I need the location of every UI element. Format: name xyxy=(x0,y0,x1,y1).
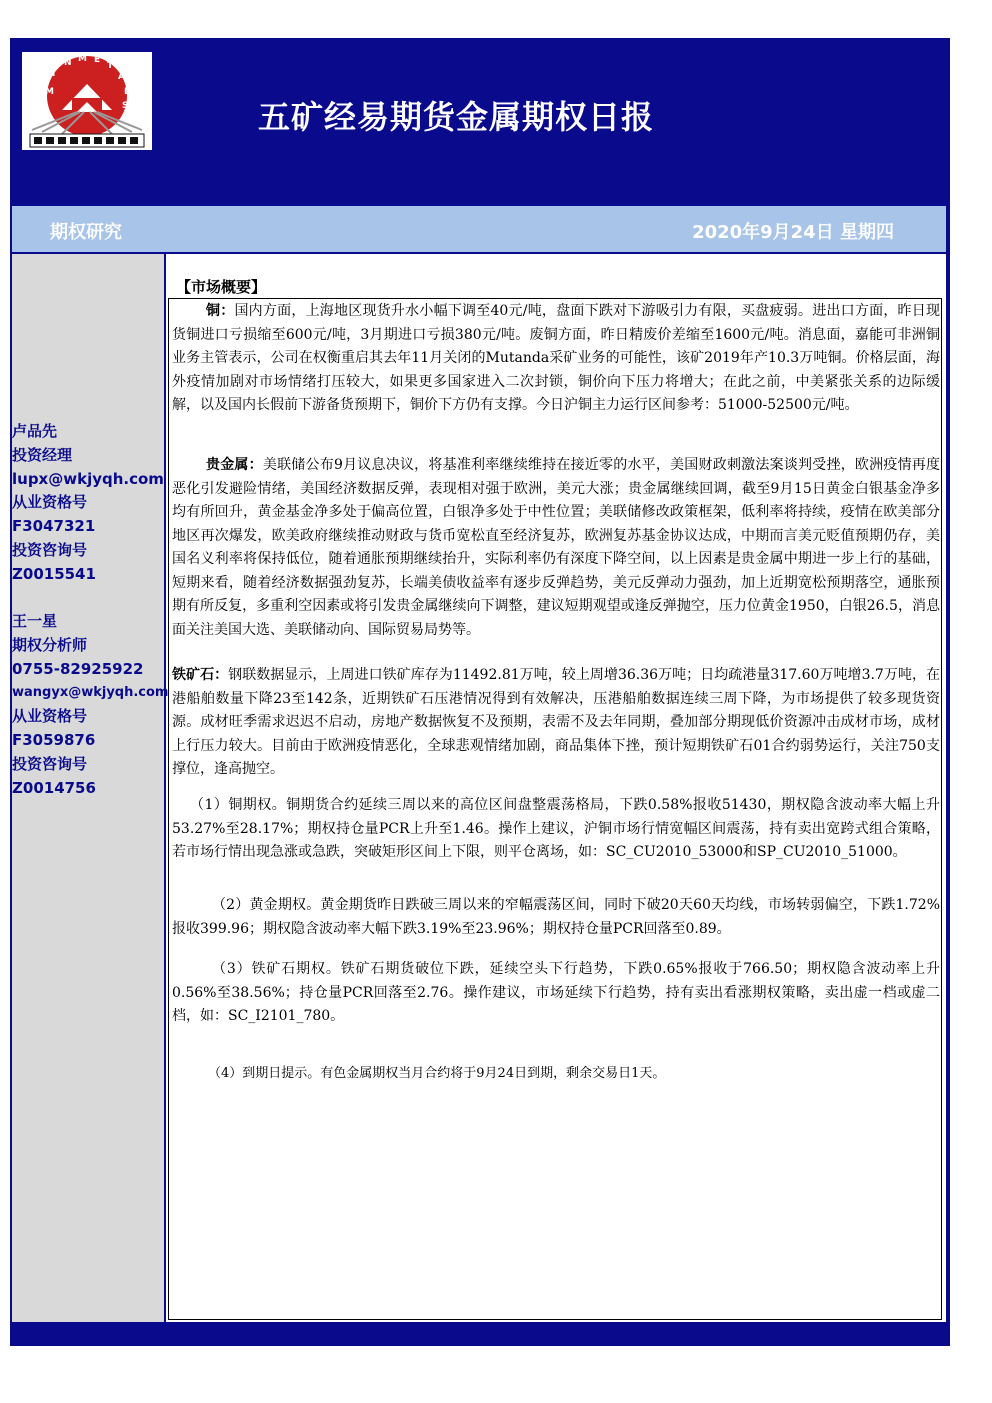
consulting-number: Z0015541 xyxy=(12,564,96,583)
sub-header-bar xyxy=(12,206,946,252)
svg-text:M: M xyxy=(78,54,87,64)
iron-ore-paragraph xyxy=(172,664,940,782)
analyst-email: lupx@wkjyqh.com xyxy=(12,469,164,488)
qualification-label: 从业资格号 xyxy=(12,707,88,726)
svg-text:I: I xyxy=(52,69,56,79)
report-title: 五矿经易期货金属期权日报 xyxy=(258,98,655,136)
svg-text:A: A xyxy=(118,72,125,82)
svg-text:N: N xyxy=(64,58,72,68)
contact-card-1 xyxy=(12,420,164,587)
copper-option-paragraph xyxy=(172,794,940,865)
market-overview-heading: 【市场概要】 xyxy=(176,278,267,296)
precious-metals-paragraph xyxy=(172,454,940,642)
contact-card-2 xyxy=(12,610,168,800)
minmetals-logo xyxy=(22,52,152,150)
copper-option-text: （1）铜期权。铜期货合约延续三周以来的高位区间盘整震荡格局，下跌0.58%报收51430，期权隐含波动率大幅上升53.27%至28.17%；期权持仓量PCR上升至1.46。操作上建议，沪铜市场行情宽幅区间震荡，持有卖出宽跨式组合策略，若市场行情出现急涨或急跌，突破矩形区间上下限，则平仓离场，如：SC_CU2010_53000和SP_CU2010_51000。 xyxy=(172,797,940,860)
analyst-role: 投资经理 xyxy=(12,445,73,464)
qualification-label: 从业资格号 xyxy=(12,493,88,512)
svg-text:L: L xyxy=(124,87,130,97)
svg-text:M: M xyxy=(45,87,54,97)
qualification-number: F3047321 xyxy=(12,517,96,536)
analyst-name: 王一星 xyxy=(12,612,58,630)
report-date: 2020年9月24日 星期四 xyxy=(692,222,894,243)
svg-text:T: T xyxy=(107,61,114,71)
copper-label: 铜： xyxy=(206,303,235,319)
iron-option-paragraph xyxy=(172,958,940,1029)
analyst-phone: 0755-82925922 xyxy=(12,659,144,678)
consulting-number: Z0014756 xyxy=(12,778,96,797)
precious-label: 贵金属： xyxy=(206,457,263,473)
consulting-label: 投资咨询号 xyxy=(12,754,88,773)
analyst-role: 期权分析师 xyxy=(12,635,88,654)
consulting-label: 投资咨询号 xyxy=(12,540,88,559)
analyst-name: 卢品先 xyxy=(12,422,58,440)
report-category: 期权研究 xyxy=(50,222,122,243)
iron-option-text: （3）铁矿石期权。铁矿石期货破位下跌，延续空头下行趋势，下跌0.65%报收于766.50；期权隐含波动率上升0.56%至38.56%；持仓量PCR回落至2.76。操作建议，市场延续下行趋势，持有卖出看涨期权策略，卖出虚一档或虚二档，如：SC_I2101_780。 xyxy=(172,961,940,1024)
gold-option-text: （2）黄金期权。黄金期货昨日跌破三周以来的窄幅震荡区间，同时下破20天60天均线，市场转弱偏空，下跌1.72%报收399.96；期权隐含波动率大幅下跌3.19%至23.96%；期权持仓量PCR回落至0.89。 xyxy=(172,897,940,937)
precious-text: 美联储公布9月议息决议，将基准利率继续维持在接近零的水平，美国财政刺激法案谈判受挫，欧洲疫情再度恶化引发避险情绪，美国经济数据反弹，表现相对强于欧洲，美元大涨；贵金属继续回调，截至9月15日黄金白银基金净多均有所回升，黄金基金净多处于偏高位置，白银净多处于中性位置；美联储修改政策框架，低利率将持续，疫情在欧美部分地区再次爆发，欧美政府继续推动财政与货币宽松直至经济复苏，欧洲复苏基金协议达成，中期而言美元贬值预期仍存，美国名义利率将保持低位，随着通胀预期继续抬升，实际利率仍有深度下降空间，以上因素是贵金属中期进一步上行的基础，短期来看，随着经济数据强劲复苏，长端美债收益率有逐步反弹趋势，美元反弹动力强劲，加上近期宽松预期落空，通胀预期有所反复，多重利空因素或将引发贵金属继续向下调整，建议短期观望或逢反弹抛空，压力位黄金1950，白银26.5，消息面关注美国大选、美联储动向、国际贸易局势等。 xyxy=(172,457,941,638)
copper-paragraph xyxy=(172,300,940,418)
qualification-number: F3059876 xyxy=(12,730,96,749)
expiry-notice-text: （4）到期日提示。有色金属期权当月合约将于9月24日到期，剩余交易日1天。 xyxy=(208,1066,666,1081)
iron-label: 铁矿石： xyxy=(172,667,229,683)
copper-text: 国内方面，上海地区现货升水小幅下调至40元/吨，盘面下跌对下游吸引力有限，买盘疲弱。进出口方面，昨日现货铜进口亏损缩至600元/吨，3月期进口亏损380元/吨。废铜方面，昨日精废价差缩至1600元/吨。消息面，嘉能可非洲铜业务主管表示，公司在权衡重启其去年11月关闭的Mutanda采矿业务的可能性，该矿2019年产10.3万吨铜。价格层面，海外疫情加剧对市场情绪打压较大，如果更多国家进入二次封锁，铜价向下压力将增大；在此之前，中美紧张关系的边际缓解，以及国内长假前下游备货预期下，铜价下方仍有支撑。今日沪铜主力运行区间参考：51000-52500元/吨。 xyxy=(172,303,941,413)
svg-text:S: S xyxy=(122,101,129,111)
gold-option-paragraph xyxy=(172,894,940,941)
expiry-notice-paragraph xyxy=(172,1062,940,1086)
svg-text:E: E xyxy=(94,55,101,65)
analyst-email: wangyx@wkjyqh.com xyxy=(12,685,169,701)
iron-text: 钢联数据显示，上周进口铁矿库存为11492.81万吨，较上周增36.36万吨；日均疏港量317.60万吨增3.7万吨，在港船舶数量下降23至142条，近期铁矿石压港情况得到有效解决，压港船舶数据连续三周下降，为市场提供了较多现货资源。成材旺季需求迟迟不启动，房地产数据恢复不及预期，表需不及去年同期，叠加部分期现低价资源冲击成材市场，成材上行压力较大。目前由于欧洲疫情恶化，全球悲观情绪加剧，商品集体下挫，预计短期铁矿石01合约弱势运行，关注750支撑位，逢高抛空。 xyxy=(172,667,940,777)
